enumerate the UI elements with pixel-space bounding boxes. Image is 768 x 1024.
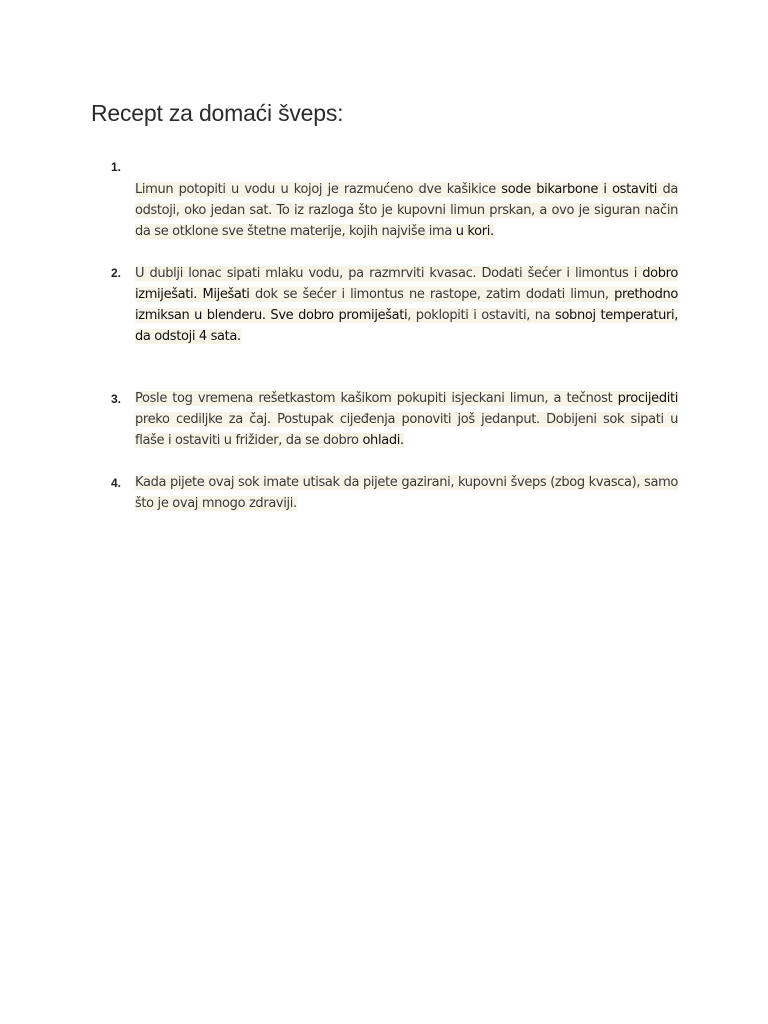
step-text: [135, 179, 678, 242]
step-text-highlight: [135, 391, 678, 448]
text-segment: da odstoji, oko jedan sat. To iz razloga što je kupovni limun prskan, a ovo je siguran način da se otklone sve štetne materije, kojih najviše ima: [135, 182, 678, 239]
text-segment: Kada pijete ovaj sok imate utisak da pijete gazirani, kupovni šveps (zbog kvasca), samo što je ovaj mnogo zdraviji.: [135, 475, 678, 511]
step-text: [135, 472, 678, 514]
text-segment: U dublji lonac sipati mlaku vodu, pa razmrviti kvasac. Dodati šećer i limontus i: [135, 266, 643, 281]
page-title: Recept za domaći šveps:: [91, 100, 344, 126]
step-number: 4.: [111, 476, 122, 490]
text-segment: , poklopiti i ostaviti, na: [407, 308, 556, 323]
text-segment-strong: u kori.: [455, 224, 494, 239]
text-segment-strong: dobro izmiješati. Miješati: [135, 266, 678, 302]
text-segment: dok se šećer i limontus ne rastope, zatim dodati limun,: [249, 287, 615, 302]
text-segment-strong: ohladi.: [362, 433, 404, 448]
step-text-highlight: [135, 182, 678, 239]
text-segment-strong: sobnoj temperaturi, da odstoji 4 sata.: [135, 308, 678, 344]
text-segment-strong: prethodno izmiksan u blenderu. Sve dobro promiješati: [135, 287, 679, 323]
text-segment: preko cediljke za čaj. Postupak cijeđenja ponoviti još jedanput. Dobijeni sok sipati u flaše i ostaviti u frižider, da se dobro: [135, 412, 678, 448]
step-text: [135, 263, 678, 347]
step-number: 2.: [111, 266, 122, 280]
step-text-highlight: [135, 266, 678, 344]
step-number: 3.: [111, 392, 122, 406]
step-number: 1.: [111, 160, 122, 174]
step-text: [135, 388, 678, 451]
text-segment: Posle tog vremena rešetkastom kašikom pokupiti isjeckani limun, a tečnost: [135, 391, 618, 406]
text-segment-strong: sode bikarbone i ostaviti: [501, 182, 658, 197]
text-segment: Limun potopiti u vodu u kojoj je razmućeno dve kašikice: [135, 182, 502, 197]
text-segment-strong: procijediti: [617, 391, 678, 406]
step-text-highlight: [135, 475, 678, 511]
